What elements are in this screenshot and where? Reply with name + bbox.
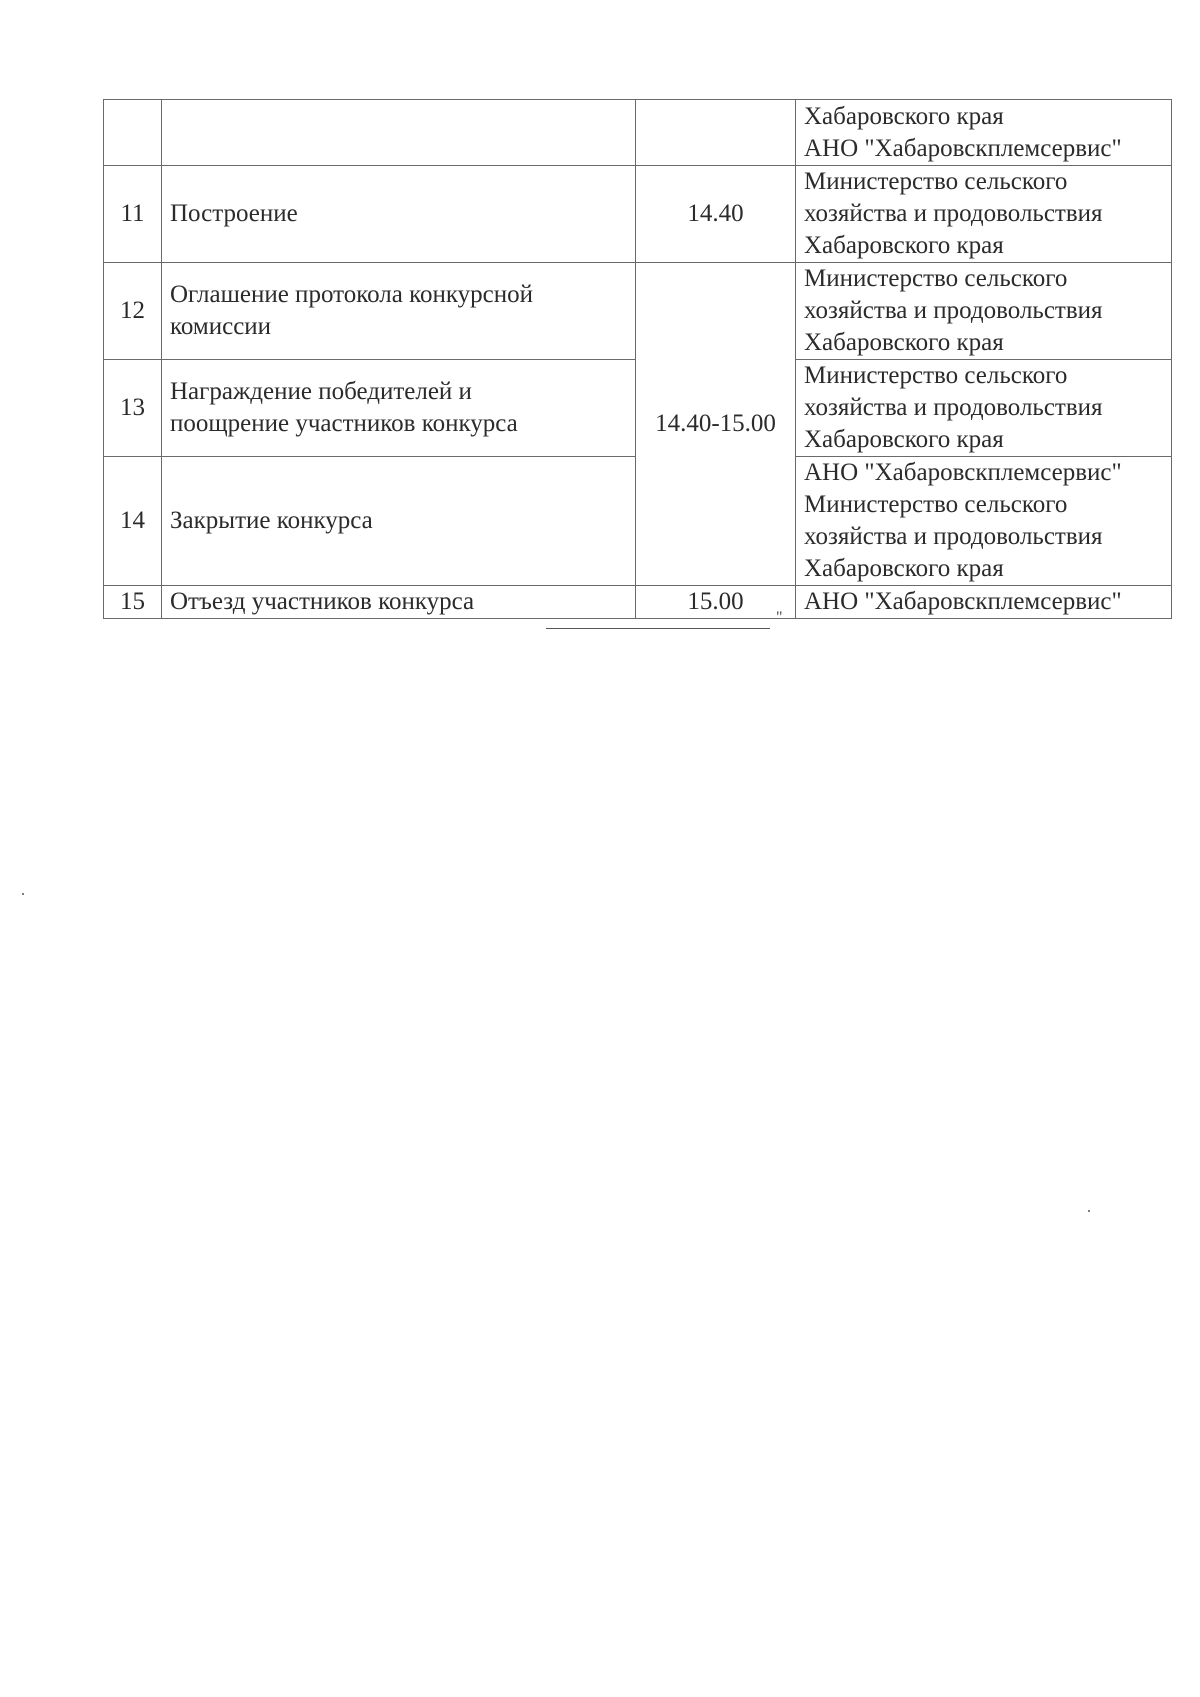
responsible (796, 457, 1172, 586)
responsible-line: Хабаровского края (804, 102, 1004, 130)
row-number: 12 (104, 263, 162, 360)
event-name (162, 586, 636, 619)
responsible-line: Министерство сельского (804, 168, 1068, 195)
event-name-line: поощрение участников конкурса (170, 410, 518, 437)
event-name-line: Отъезд участников конкурса (170, 588, 475, 615)
table-row (104, 586, 1172, 619)
responsible-line: хозяйства и продовольствия (804, 523, 1103, 550)
event-name-line: Оглашение протокола конкурсной (170, 281, 533, 308)
event-name-line: Построение (170, 200, 298, 227)
responsible (796, 360, 1172, 457)
responsible-line: хозяйства и продовольствия (804, 394, 1103, 421)
event-name (162, 166, 636, 263)
scan-speck (22, 893, 24, 895)
event-name-line: комиссии (170, 313, 272, 340)
event-time: 14.40-15.00 (636, 263, 796, 586)
event-name-line: Закрытие конкурса (170, 507, 373, 534)
responsible-line: Министерство сельского (804, 362, 1068, 389)
responsible-line: Хабаровского края (804, 426, 1004, 453)
responsible-line: АНО "Хабаровскплемсервис" (804, 459, 1122, 486)
responsible-line: АНО "Хабаровскплемсервис" (804, 588, 1122, 615)
row-number: 14 (104, 457, 162, 586)
responsible (796, 166, 1172, 263)
schedule-table (103, 99, 1172, 619)
responsible-line: Министерство сельского (804, 265, 1068, 292)
closing-quote: " (776, 609, 783, 626)
closing-rule (546, 628, 770, 629)
event-name-line: Награждение победителей и (170, 378, 472, 405)
responsible-line: Министерство сельского (804, 491, 1068, 518)
event-time: 15.00 (636, 586, 796, 619)
responsible-line: Хабаровского края (804, 329, 1004, 356)
event-time: 14.40 (636, 166, 796, 263)
responsible-line: хозяйства и продовольствия (804, 297, 1103, 324)
closing-mark (546, 609, 783, 633)
responsible-line: Хабаровского края (804, 555, 1004, 582)
table-row (104, 166, 1172, 263)
responsible-line: Хабаровского края (804, 232, 1004, 259)
row-number: 13 (104, 360, 162, 457)
event-name (162, 360, 636, 457)
event-time (636, 100, 796, 166)
row-number: 15 (104, 586, 162, 619)
responsible-line: АНО "Хабаровскплемсервис" (804, 134, 1122, 162)
table-row (104, 100, 1172, 166)
row-number: 11 (104, 166, 162, 263)
responsible (796, 100, 1172, 166)
table-row (104, 263, 1172, 360)
row-number (104, 100, 162, 166)
event-name (162, 457, 636, 586)
event-name (162, 100, 636, 166)
scan-speck (1088, 1210, 1090, 1212)
event-name (162, 263, 636, 360)
responsible-line: хозяйства и продовольствия (804, 200, 1103, 227)
responsible (796, 263, 1172, 360)
responsible (796, 586, 1172, 619)
